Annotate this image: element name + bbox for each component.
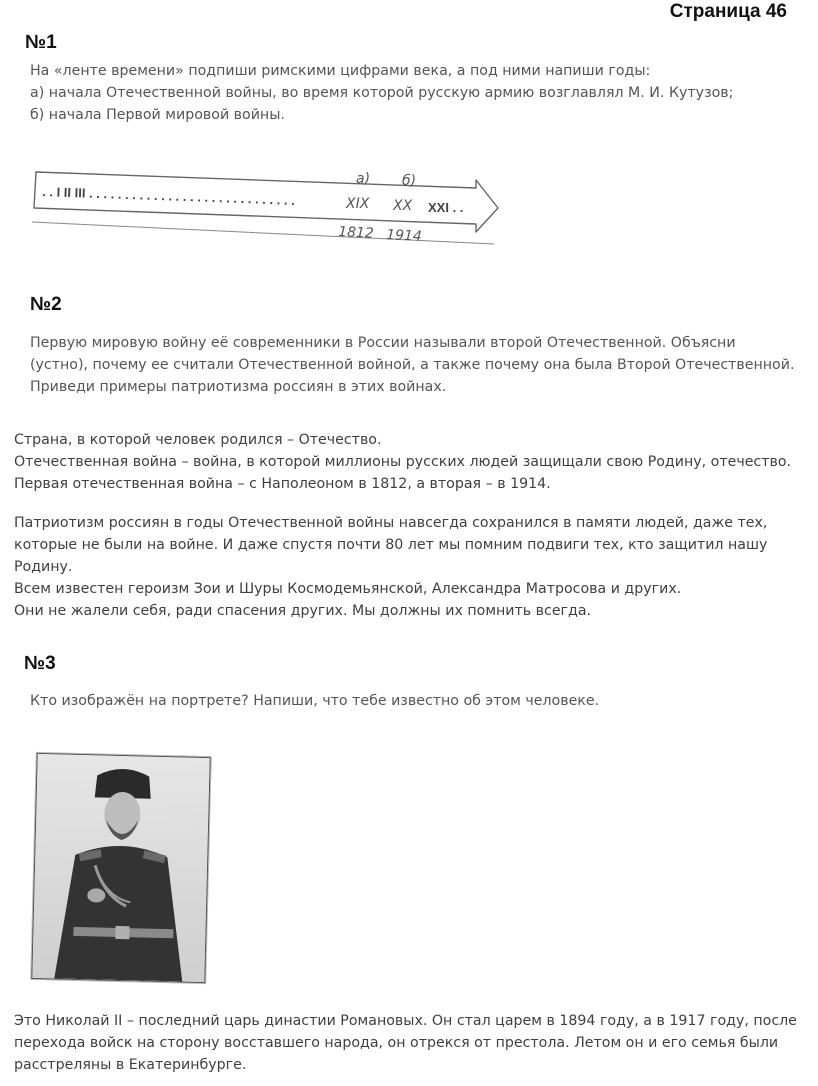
- timeline-century-b: XX: [393, 198, 413, 214]
- answer-line: Они не жалели себя, ради спасения других. Мы должны их помнить всегда.: [14, 603, 592, 619]
- task1-heading: №1: [25, 32, 57, 53]
- task3-answer: [14, 1010, 797, 1076]
- answer-line: расстреляны в Екатеринбурге.: [14, 1057, 247, 1073]
- timeline-baseline: [32, 222, 494, 244]
- answer-line: Первая отечественная война – с Наполеоном в 1812, а вторая – в 1914.: [14, 476, 551, 492]
- page-number: Страница 46: [669, 1, 787, 22]
- answer-line: Патриотизм россиян в годы Отечественной войны навсегда сохранился в памяти людей, даже тех,: [14, 515, 768, 531]
- task2-line: Приведи примеры патриотизма россиян в этих войнах.: [30, 379, 447, 395]
- task2-text: [30, 332, 794, 398]
- answer-line: Родину.: [14, 559, 73, 575]
- task1-line: На «ленте времени» подпиши римскими цифрами века, а под ними напиши годы:: [30, 63, 651, 79]
- timeline-year-a: 1812: [337, 224, 375, 242]
- timeline-century-end: XXI . .: [428, 200, 464, 215]
- timeline-ribbon: [28, 160, 508, 252]
- task1-text: [30, 60, 733, 126]
- task2-answer-paragraph-1: [14, 429, 791, 495]
- task1-line: б) начала Первой мировой войны.: [30, 107, 285, 123]
- answer-line: Всем известен героизм Зои и Шуры Космодемьянской, Александра Матросова и других.: [14, 581, 682, 597]
- answer-line: которые не были на войне. И даже спустя почти 80 лет мы помним подвиги тех, кто защитил нашу: [14, 537, 768, 553]
- task2-line: Первую мировую войну её современники в России называли второй Отечественной. Объясни: [30, 335, 736, 351]
- timeline-year-b: 1914: [385, 227, 423, 245]
- task3-heading: №3: [24, 653, 56, 674]
- task2-heading: №2: [30, 294, 62, 315]
- timeline-century-a: XIX: [346, 196, 370, 212]
- answer-line: Это Николай II – последний царь династии Романовых. Он стал царем в 1894 году, а в 1917 году, после: [14, 1013, 797, 1029]
- portrait-illustration: [32, 754, 209, 982]
- task2-line: (устно), почему ее считали Отечественной войной, а также почему она была Второй Отечественной.: [30, 357, 795, 373]
- timeline-label-b: б): [402, 173, 417, 189]
- answer-line: Страна, в которой человек родился – Отечество.: [14, 432, 382, 448]
- timeline-start-marks: . . I II III . . . . . . . . . . . . . . . . . . . . . . . . . . . . .: [41, 184, 296, 208]
- answer-line: перехода войск на сторону восставшего народа, он отрекся от престола. Летом он и его семья были: [14, 1035, 779, 1051]
- portrait-image: [31, 753, 210, 983]
- answer-line: Отечественная война – война, в которой миллионы русских людей защищали свою Родину, отечество.: [14, 454, 792, 470]
- task1-line: а) начала Отечественной войны, во время которой русскую армию возглавлял М. И. Кутузов;: [30, 85, 734, 101]
- task2-answer-paragraph-2: [14, 512, 767, 622]
- timeline-label-a: а): [356, 171, 371, 187]
- task3-text: Кто изображён на портрете? Напиши, что тебе известно об этом человеке.: [30, 693, 600, 709]
